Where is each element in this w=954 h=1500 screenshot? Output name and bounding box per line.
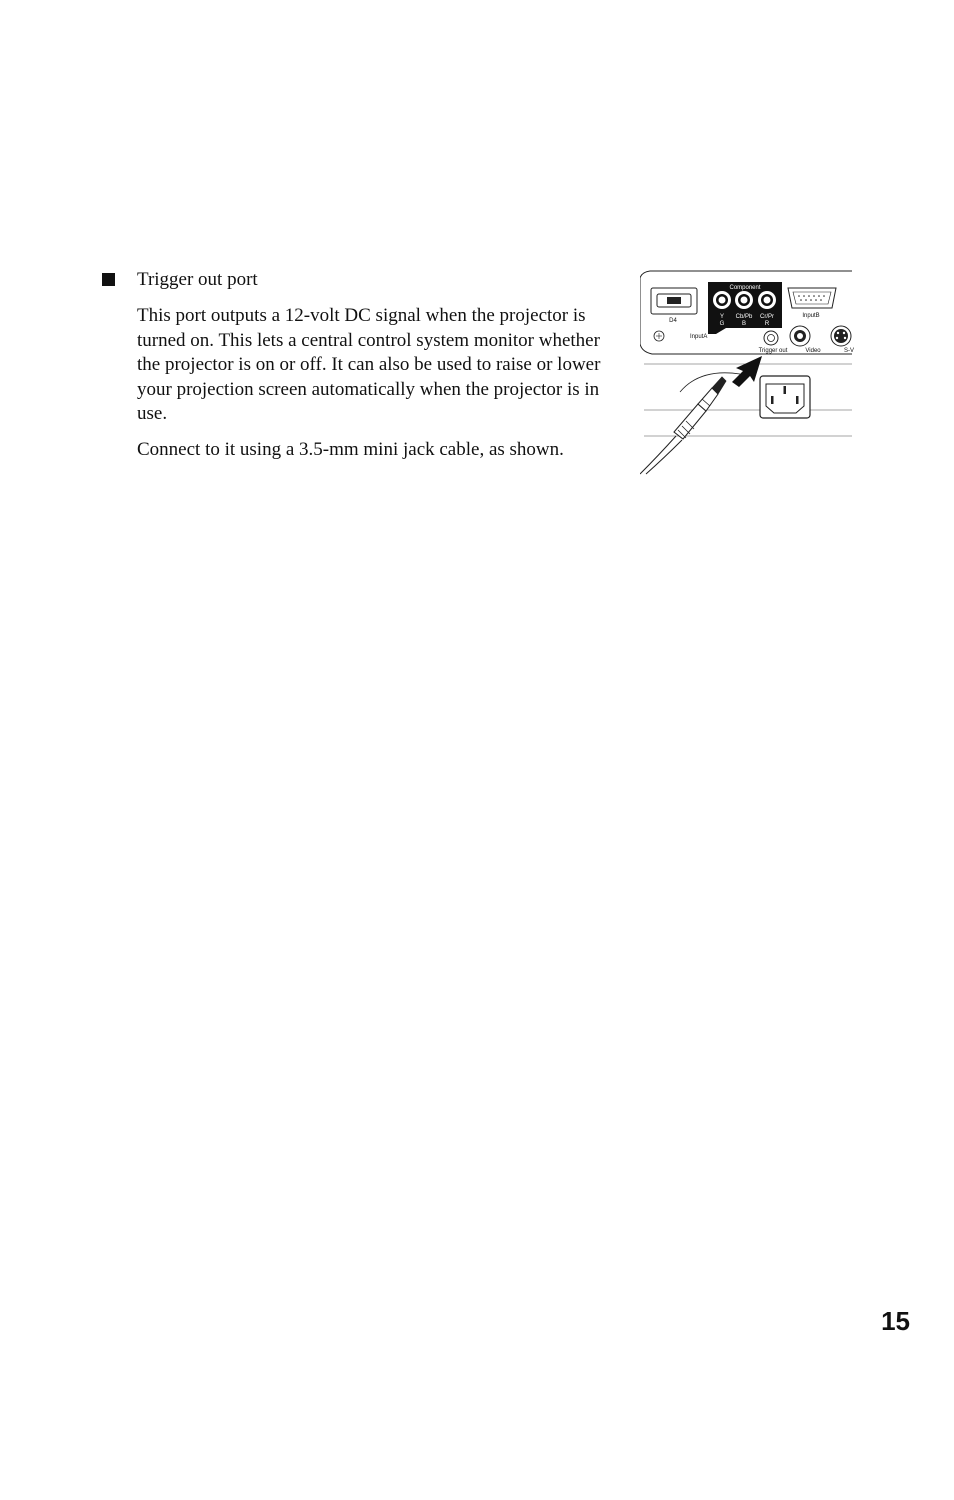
bullet-heading: Trigger out port bbox=[137, 269, 258, 290]
component-label: Component bbox=[729, 285, 761, 291]
g-label: G bbox=[719, 321, 725, 327]
square-bullet-icon bbox=[102, 273, 115, 286]
y-label: Y bbox=[719, 314, 725, 320]
bullet-item bbox=[102, 268, 622, 292]
trigger-out-label: Trigger out bbox=[758, 348, 788, 354]
b-label: B bbox=[741, 321, 747, 327]
trigger-out-section bbox=[0, 0, 954, 500]
input-a-label: InputA bbox=[690, 334, 708, 340]
description-paragraph: This port outputs a 12-volt DC signal when the projector is turned on. This lets a central control system monitor whether the projector is on or off. It can also be used to raise or lower your projection screen automatically when the projector is in use. bbox=[137, 305, 601, 425]
s-video-label: S-V bbox=[844, 348, 854, 354]
page-number: 15 bbox=[881, 1306, 910, 1336]
instruction-paragraph: Connect to it using a 3.5-mm mini jack cable, as shown. bbox=[137, 439, 564, 460]
cb-pb-label: Cb/Pb bbox=[735, 314, 753, 320]
video-label: Video bbox=[805, 348, 821, 354]
r-label: R bbox=[764, 321, 770, 327]
input-b-label: InputB bbox=[802, 313, 820, 319]
cr-pr-label: Cr/Pr bbox=[760, 314, 774, 320]
trigger-port-illustration bbox=[640, 268, 854, 476]
d4-label: D4 bbox=[669, 318, 677, 324]
